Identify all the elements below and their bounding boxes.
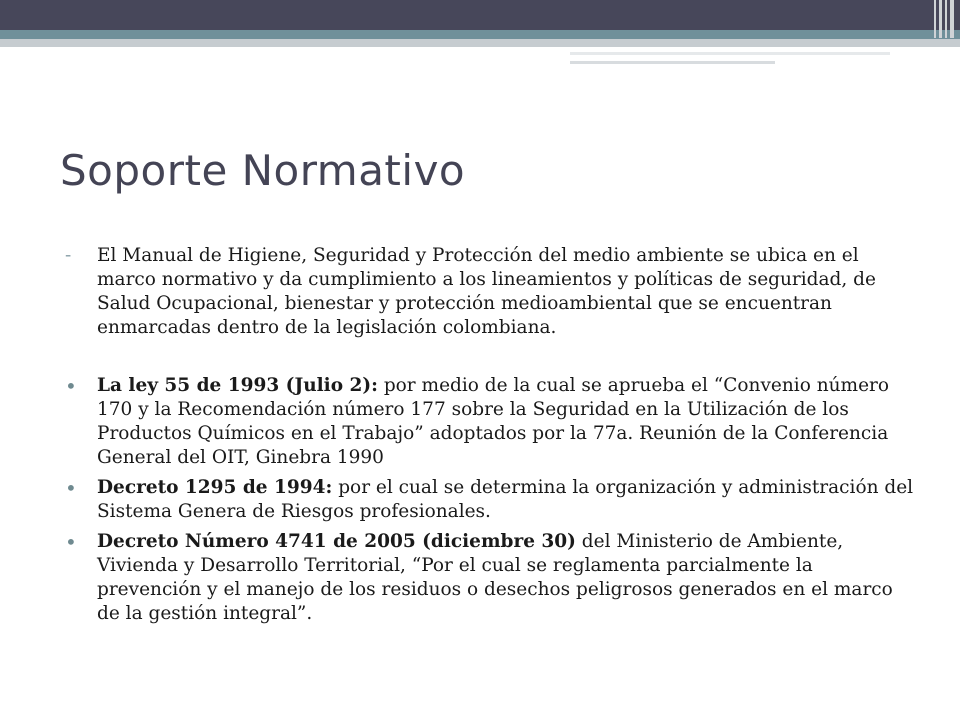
slide-title: Soporte Normativo — [60, 146, 466, 195]
header-accent-bar — [0, 30, 960, 39]
intro-text: El Manual de Higiene, Seguridad y Protección del medio ambiente se ubica en el marco normativo y da cumplimiento a los lineamientos y políticas de seguridad, de Salud Ocupacional, bienestar y protección medioambiental que se encuentran enmarcadas dentro de la legislación colombiana. — [97, 245, 876, 338]
slide-content — [60, 244, 920, 632]
bullet-bold-text: Decreto Número 4741 de 2005 (diciembre 30) — [97, 531, 576, 552]
header-light-bar — [0, 39, 960, 47]
decorative-line-1 — [570, 52, 890, 55]
spacer — [60, 346, 920, 374]
bullet-bold-text: Decreto 1295 de 1994: — [97, 477, 333, 498]
bullet-icon: • — [65, 374, 77, 398]
decorative-vertical-stripes — [934, 0, 956, 38]
bullet-icon: • — [65, 530, 77, 554]
bullet-item-ley-55 — [60, 374, 920, 470]
bullet-bold-text: La ley 55 de 1993 (Julio 2): — [97, 375, 378, 396]
bullet-text: por medio de la cual se aprueba el “Convenio número 170 y la Recomendación número 177 sobre la Seguridad en la Utilización de los Productos Químicos en el Trabajo” adoptados por la 77a. Reunión de la Conferencia General del OIT, Ginebra 1990 — [97, 375, 890, 468]
dash-marker: - — [65, 245, 72, 266]
header-bar — [0, 0, 960, 30]
bullet-text: del Ministerio de Ambiente, Vivienda y Desarrollo Territorial, “Por el cual se reglamenta parcialmente la prevención y el manejo de los residuos o desechos peligrosos generados en el marco de la gestión integral”. — [97, 531, 893, 624]
bullet-item-decreto-4741 — [60, 530, 920, 626]
bullet-text: por el cual se determina la organización y administración del Sistema Genera de Riesgos profesionales. — [97, 477, 914, 522]
bullet-item-decreto-1295 — [60, 476, 920, 524]
intro-item — [60, 244, 920, 340]
decorative-line-2 — [570, 61, 775, 64]
bullet-icon: • — [65, 476, 77, 500]
